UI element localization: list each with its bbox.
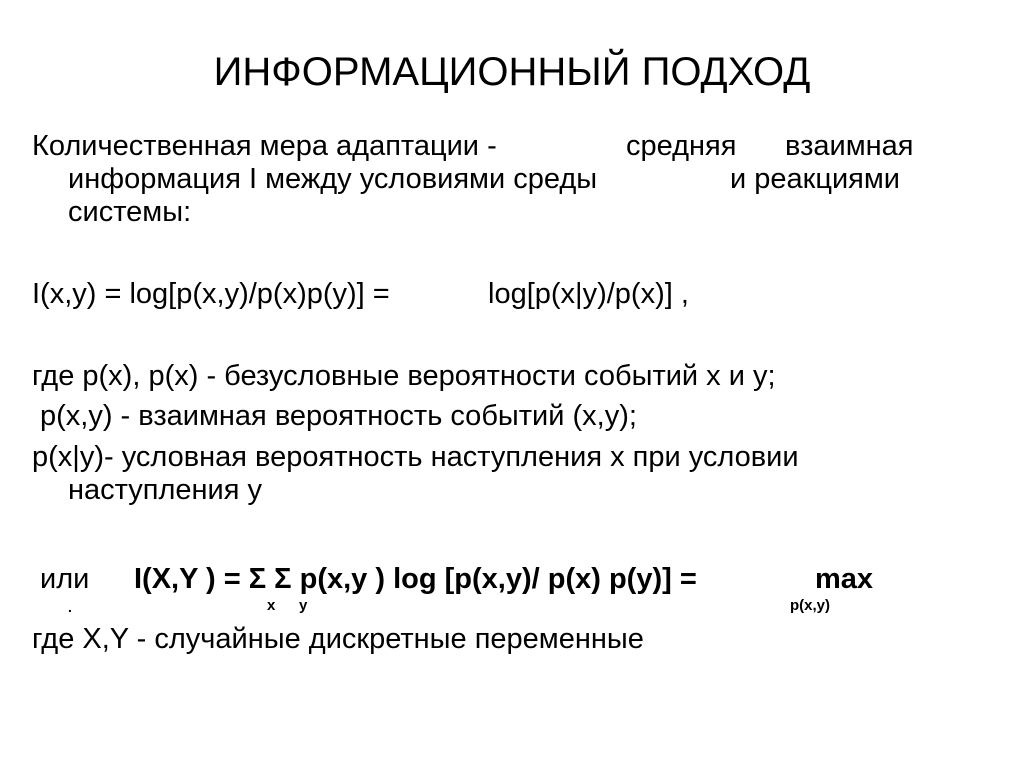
formula2-or: или xyxy=(40,563,90,595)
formula2-sub-x: x xyxy=(267,597,276,614)
formula2-dot: . xyxy=(68,599,72,615)
intro-line1-part2: средняя xyxy=(626,130,737,162)
formula1-lhs: I(x,y) = log[p(x,y)/p(x)p(y)] = xyxy=(32,278,390,310)
formula2-sub-y: y xyxy=(299,597,308,614)
formula2-sub-pxy: p(x,y) xyxy=(790,597,831,614)
definition-marginal: где p(x), p(x) - безусловные вероятности событий x и y; xyxy=(32,360,776,392)
definition-conditional: p(x|y)- условная вероятность наступления x при условии xyxy=(32,441,799,473)
formula2-expression: I(X,Y ) = Σ Σ p(x,y ) log [p(x,y)/ p(x) p(y)] = xyxy=(134,563,697,595)
intro-line3: системы: xyxy=(68,196,192,228)
page-title: ИНФОРМАЦИОННЫЙ ПОДХОД xyxy=(213,50,811,94)
formula2-max: max xyxy=(815,563,874,595)
intro-line2b: и реакциями xyxy=(730,163,900,195)
footer-text: где X,Y - случайные дискретные переменные xyxy=(32,623,644,655)
intro-line1-part1: Количественная мера адаптации - xyxy=(32,130,497,162)
definition-joint: p(x,y) - взаимная вероятность событий (x,y); xyxy=(40,400,637,432)
intro-line1-part3: взаимная xyxy=(785,130,914,162)
intro-line2a: информация I между условиями среды xyxy=(68,163,598,195)
formula1-rhs: log[p(x|y)/p(x)] , xyxy=(488,278,689,310)
definition-conditional-cont: наступления y xyxy=(68,474,262,506)
